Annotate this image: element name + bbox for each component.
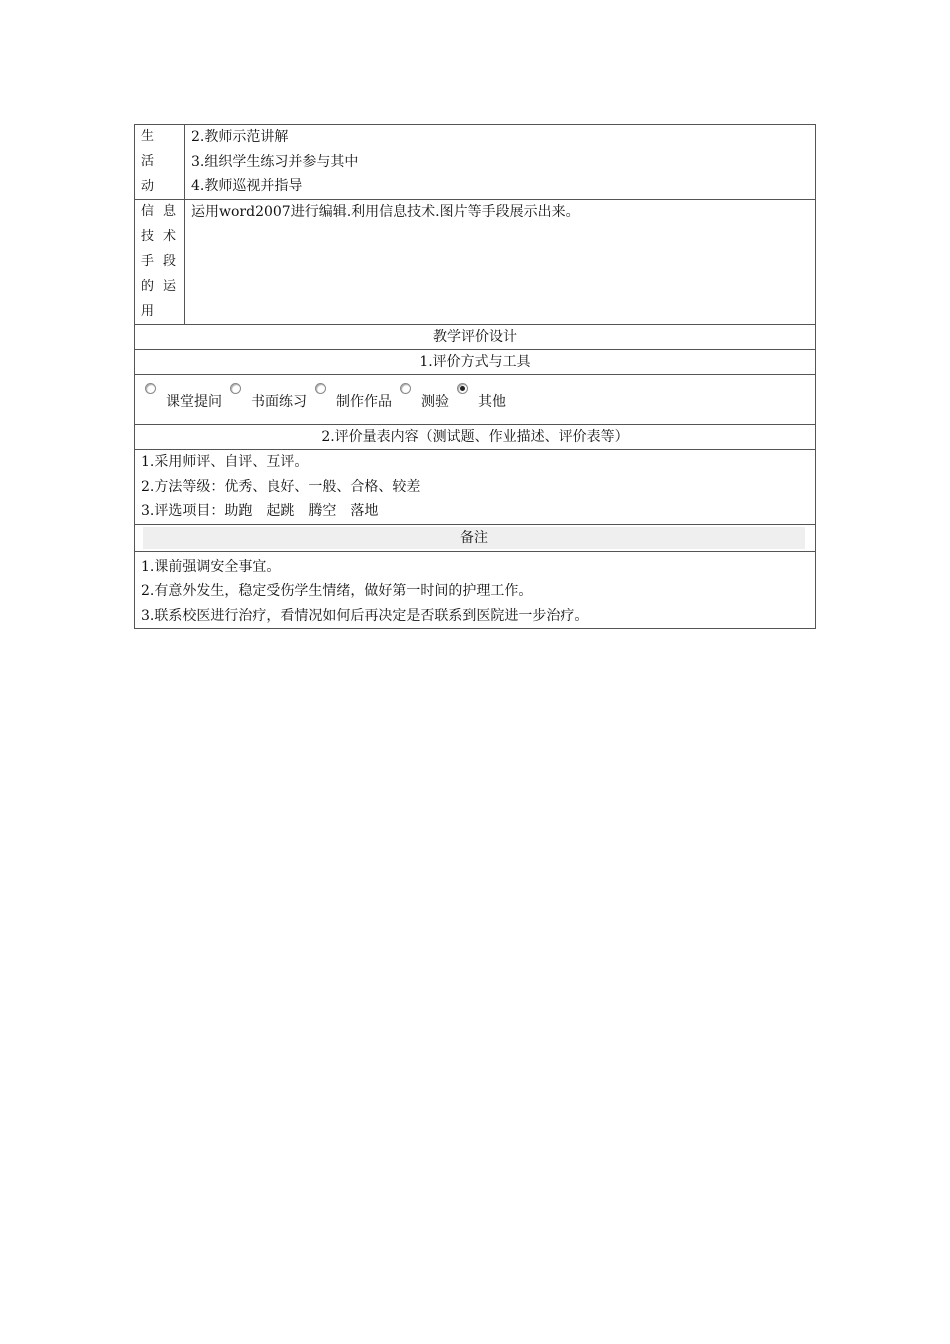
- activity-line: 2.教师示范讲解: [191, 129, 289, 145]
- evaluation-scale-content: [135, 450, 816, 525]
- label-char: 活: [141, 153, 155, 169]
- lesson-plan-table: [134, 124, 816, 629]
- option-quiz[interactable]: [400, 379, 449, 411]
- radio-button[interactable]: [400, 383, 411, 394]
- evaluation-scale-title: 2.评价量表内容（测试题、作业描述、评价表等）: [135, 425, 816, 450]
- activity-line: 4.教师巡视并指导: [191, 178, 303, 194]
- it-usage-content: [185, 200, 816, 325]
- remark-line: 2.有意外发生，稳定受伤学生情绪，做好第一时间的护理工作。: [141, 583, 533, 600]
- evaluation-scale-content-row: [135, 450, 816, 525]
- scale-line: 2.方法等级：优秀、良好、一般、合格、较差: [141, 478, 421, 495]
- option-label: 制作作品: [336, 394, 392, 411]
- label-char: 的: [141, 278, 155, 294]
- remarks-content: [135, 551, 816, 629]
- label-char: 手: [141, 253, 155, 269]
- it-usage-row: [135, 200, 816, 325]
- it-usage-label: [135, 200, 185, 325]
- label-row: [141, 300, 184, 325]
- student-activity-content: [185, 125, 816, 200]
- evaluation-title-row: [135, 325, 816, 350]
- evaluation-scale-row: [135, 425, 816, 450]
- label-char: 信: [141, 204, 155, 220]
- remarks-title: 备注: [143, 527, 805, 549]
- label-row: [141, 250, 184, 275]
- lesson-plan-sheet: [134, 124, 816, 629]
- student-activity-label: [135, 125, 185, 200]
- label-char: 用: [141, 303, 155, 319]
- remarks-title-cell: [135, 524, 816, 551]
- remarks-title-row: [135, 524, 816, 551]
- option-label: 其他: [478, 394, 506, 411]
- label-char: 动: [141, 178, 155, 194]
- radio-button[interactable]: [145, 383, 156, 394]
- option-classroom-question[interactable]: [145, 379, 222, 411]
- evaluation-options: [135, 375, 816, 425]
- option-other[interactable]: [457, 379, 506, 411]
- label-char: 生: [141, 129, 155, 144]
- evaluation-method-title: 1.评价方式与工具: [135, 350, 816, 375]
- option-label: 书面练习: [251, 394, 307, 411]
- remarks-content-row: [135, 551, 816, 629]
- option-written-exercise[interactable]: [230, 379, 307, 411]
- remark-line: 1.课前强调安全事宜。: [141, 558, 281, 575]
- label-row: [141, 225, 184, 250]
- label-char: 段: [162, 253, 176, 269]
- label-char: 术: [162, 229, 176, 245]
- it-usage-text: 运用word2007进行编辑.利用信息技术.图片等手段展示出来。: [191, 204, 580, 221]
- label-row: [141, 275, 184, 300]
- evaluation-title: 教学评价设计: [135, 325, 816, 350]
- evaluation-method-row: [135, 350, 816, 375]
- radio-button[interactable]: [230, 383, 241, 394]
- label-char: 技: [141, 229, 155, 245]
- radio-button-selected[interactable]: [457, 383, 468, 394]
- scale-line: 3.评选项目：助跑 起跳 腾空 落地: [141, 503, 379, 520]
- scale-line: 1.采用师评、自评、互评。: [141, 454, 309, 471]
- label-row: [141, 200, 184, 225]
- radio-button[interactable]: [315, 383, 326, 394]
- label-char: 运: [162, 278, 176, 294]
- evaluation-options-row: [135, 375, 816, 425]
- option-label: 测验: [421, 394, 449, 411]
- label-char: 息: [162, 204, 176, 220]
- student-activity-row: [135, 125, 816, 200]
- option-label: 课堂提问: [166, 394, 222, 411]
- option-make-work[interactable]: [315, 379, 392, 411]
- activity-line: 3.组织学生练习并参与其中: [191, 153, 359, 170]
- remark-line: 3.联系校医进行治疗，看情况如何后再决定是否联系到医院进一步治疗。: [141, 607, 589, 624]
